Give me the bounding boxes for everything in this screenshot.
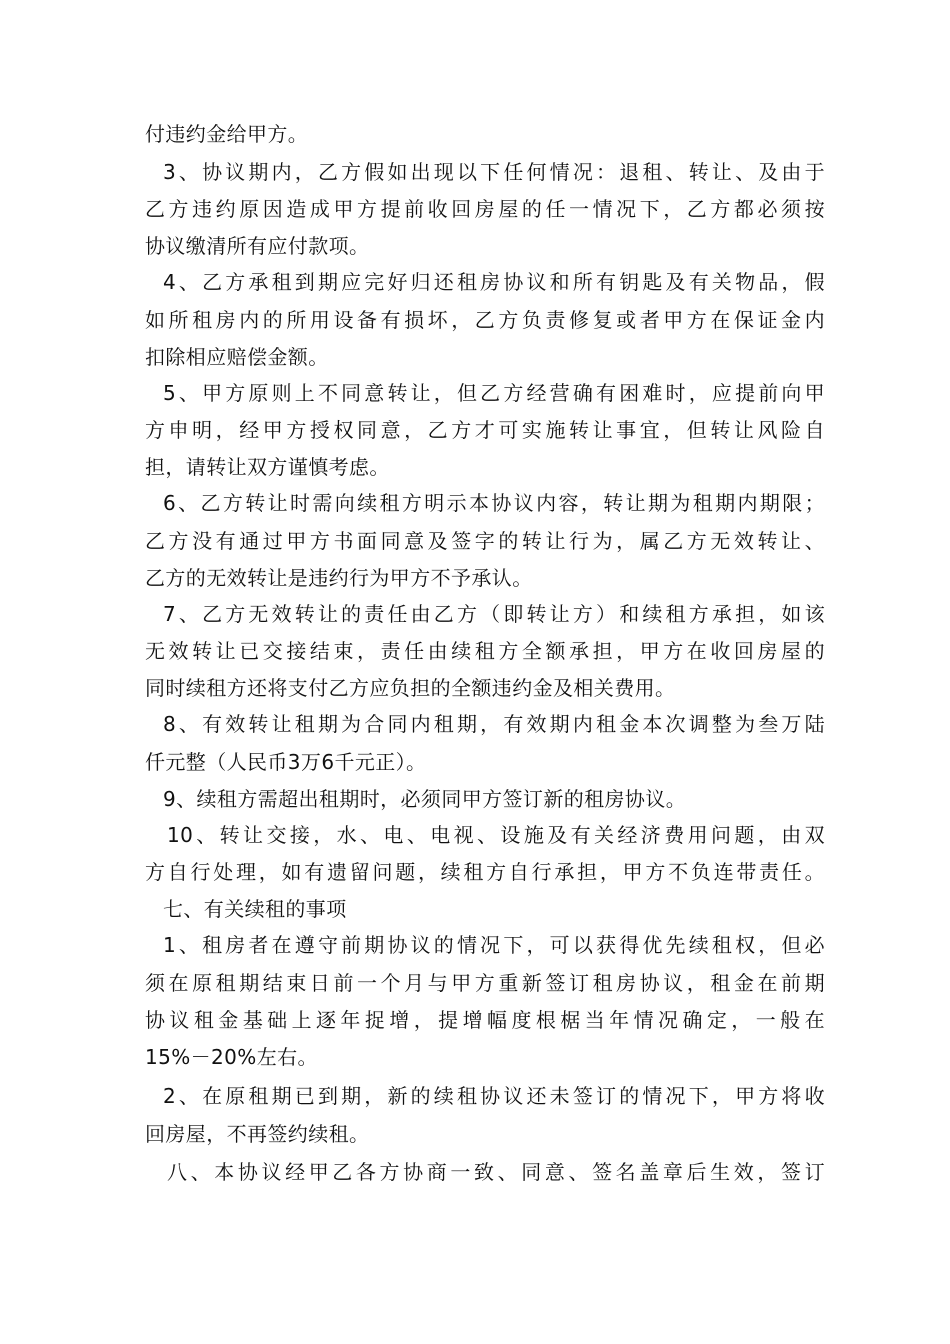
text-line: 7、乙方无效转让的责任由乙方（即转让方）和续租方承担，如该 bbox=[163, 602, 825, 626]
text-line: 3、协议期内，乙方假如出现以下任何情况：退租、转让、及由于 bbox=[163, 160, 825, 184]
text-line: 同时续租方还将支付乙方应负担的全额违约金及相关费用。 bbox=[145, 676, 676, 700]
text-line: 付违约金给甲方。 bbox=[145, 122, 309, 146]
text-line: 9、续租方需超出租期时，必须同甲方签订新的租房协议。 bbox=[163, 787, 687, 811]
text-line: 15%－20%左右。 bbox=[145, 1045, 318, 1069]
text-line: 协议租金基础上逐年捉增，提增幅度根椐当年情况确定，一般在 bbox=[145, 1008, 825, 1032]
text-line: 6、乙方转让时需向续租方明示本协议内容，转让期为租期内期限； bbox=[163, 491, 825, 515]
text-line: 5、甲方原则上不同意转让，但乙方经营确有困难时，应提前向甲 bbox=[163, 381, 825, 405]
section-heading: 七、有关续租的事项 bbox=[163, 897, 347, 921]
text-line: 乙方的无效转让是违约行为甲方不予承认。 bbox=[145, 566, 533, 590]
text-line: 方申明，经甲方授权同意，乙方才可实施转让事宜，但转让风险自 bbox=[145, 418, 825, 442]
text-line: 仟元整（人民币3万6千元正）。 bbox=[145, 750, 427, 774]
text-line: 如所租房内的所用设备有损坏，乙方负责修复或者甲方在保证金内 bbox=[145, 308, 825, 332]
text-line: 2、在原租期已到期，新的续租协议还未签订的情况下，甲方将收 bbox=[163, 1084, 825, 1108]
text-line: 乙方违约原因造成甲方提前收回房屋的任一情况下，乙方都必须按 bbox=[145, 197, 825, 221]
section-heading: 八、本协议经甲乙各方协商一致、同意、签名盖章后生效，签订 bbox=[167, 1160, 825, 1184]
text-line: 担，请转让双方谨慎考虑。 bbox=[145, 455, 390, 479]
text-line: 10、转让交接，水、电、电视、设施及有关经济费用问题，由双 bbox=[167, 823, 825, 847]
text-line: 4、乙方承租到期应完好归还租房协议和所有钥匙及有关物品，假 bbox=[163, 270, 825, 294]
text-line: 1、租房者在遵守前期协议的情况下，可以获得优先续租权，但必 bbox=[163, 933, 825, 957]
text-line: 乙方没有通过甲方书面同意及签字的转让行为，属乙方无效转让、 bbox=[145, 529, 825, 553]
text-line: 方自行处理，如有遗留问题，续租方自行承担，甲方不负连带责任。 bbox=[145, 860, 825, 884]
text-line: 须在原租期结束日前一个月与甲方重新签订租房协议，租金在前期 bbox=[145, 971, 825, 995]
text-line: 协议缴清所有应付款项。 bbox=[145, 234, 370, 258]
text-line: 8、有效转让租期为合同内租期，有效期内租金本次调整为叁万陆 bbox=[163, 712, 825, 736]
text-line: 无效转让已交接结束，责任由续租方全额承担，甲方在收回房屋的 bbox=[145, 639, 825, 663]
text-line: 扣除相应赔偿金额。 bbox=[145, 345, 329, 369]
text-line: 回房屋，不再签约续租。 bbox=[145, 1122, 370, 1146]
